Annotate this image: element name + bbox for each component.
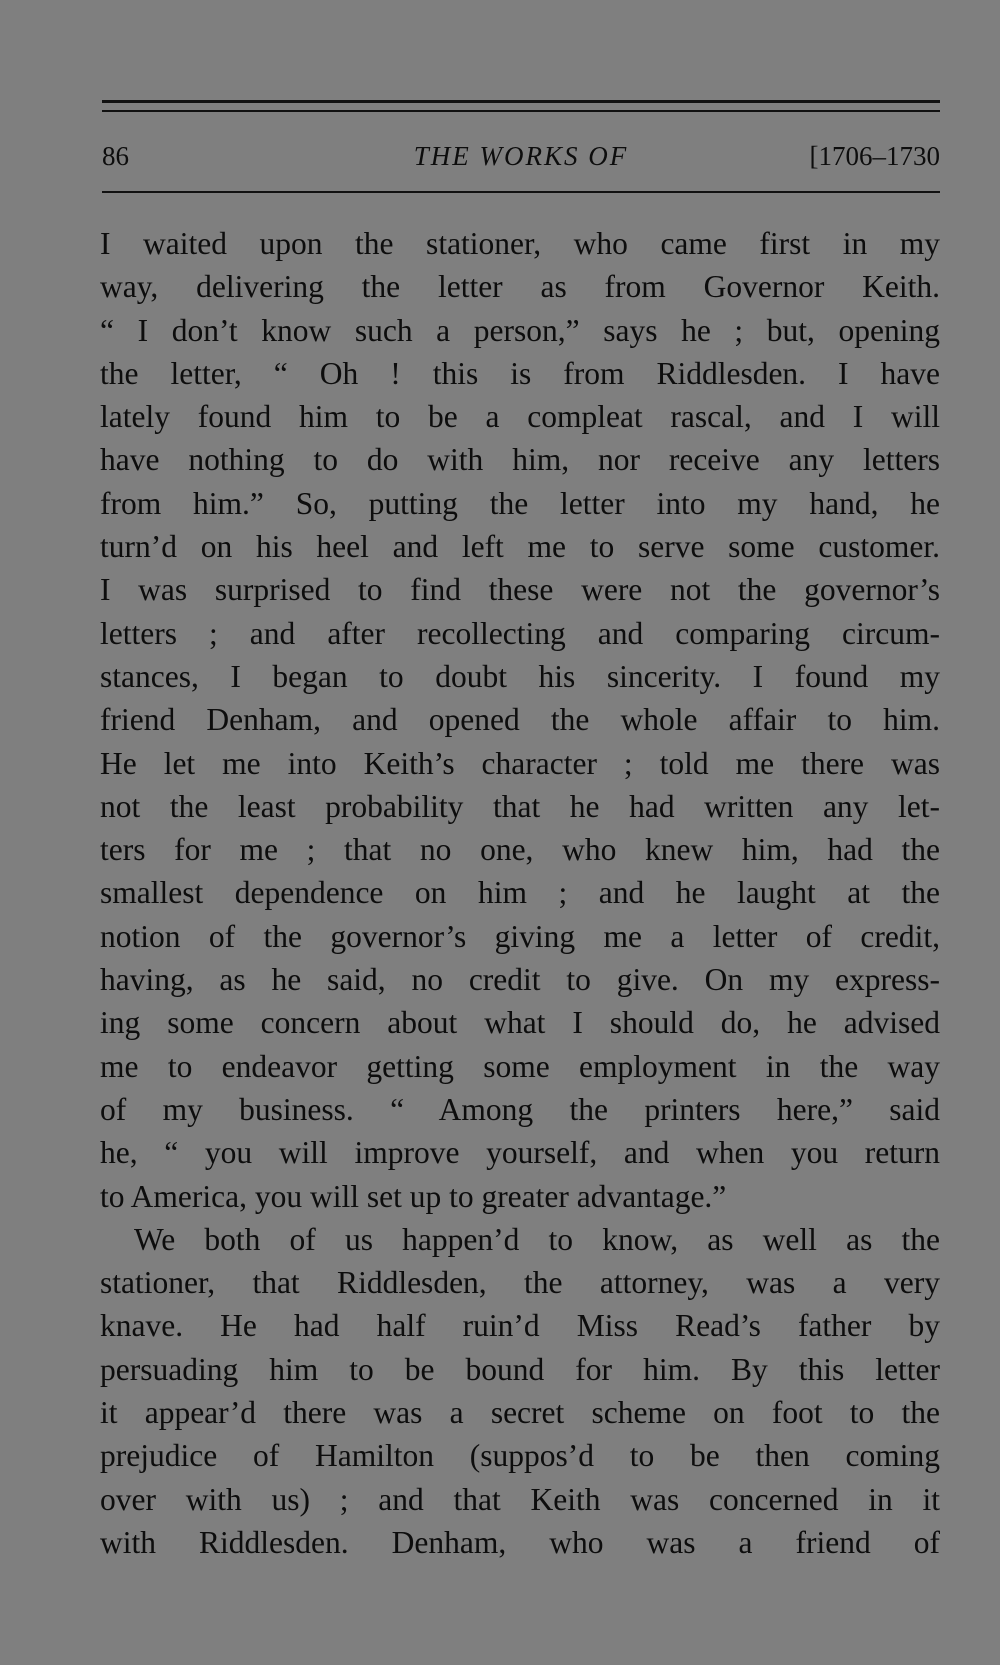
text-line: persuading him to be bound for him. By this letter: [100, 1351, 940, 1387]
text-line: letters ; and after recollecting and comparing circum-: [100, 615, 940, 651]
text-line: “ I don’t know such a person,” says he ; but, opening: [100, 312, 940, 348]
paragraph: [100, 222, 940, 1218]
text-line: way, delivering the letter as from Governor Keith.: [100, 269, 940, 305]
body-text: [100, 222, 940, 1564]
text-line: me to endeavor getting some employment in the way: [100, 1048, 940, 1084]
text-line: the letter, “ Oh ! this is from Riddlesden. I have: [100, 355, 940, 391]
top-rule-thin: [102, 110, 940, 112]
top-rule: [102, 100, 940, 103]
text-line: of my business. “ Among the printers here,” said: [100, 1091, 940, 1127]
text-line: over with us) ; and that Keith was concerned in it: [100, 1481, 940, 1517]
text-line: ters for me ; that no one, who knew him, had the: [100, 832, 940, 868]
paragraph: [100, 1218, 940, 1564]
text-line: smallest dependence on him ; and he laught at the: [100, 875, 940, 911]
text-line: he, “ you will improve yourself, and when you return: [100, 1135, 940, 1171]
text-line: lately found him to be a compleat rascal, and I will: [100, 399, 940, 435]
date-range: [1706–1730: [809, 141, 940, 171]
text-line: I waited upon the stationer, who came first in my: [100, 226, 940, 261]
header-rule: [102, 191, 940, 193]
text-line: He let me into Keith’s character ; told me there was: [100, 745, 940, 781]
text-line: prejudice of Hamilton (suppos’d to be then coming: [100, 1438, 940, 1474]
text-line: turn’d on his heel and left me to serve some customer.: [100, 529, 940, 565]
text-line: notion of the governor’s giving me a letter of credit,: [100, 918, 940, 954]
text-line: knave. He had half ruin’d Miss Read’s father by: [100, 1308, 940, 1344]
text-line: have nothing to do with him, nor receive any letters: [100, 442, 940, 478]
text-line: ing some concern about what I should do, he advised: [100, 1005, 940, 1041]
running-title: THE WORKS OF: [413, 141, 629, 171]
text-line: with Riddlesden. Denham, who was a friend of: [100, 1524, 940, 1560]
text-line: not the least probability that he had written any let-: [100, 788, 940, 824]
text-line: to America, you will set up to greater advantage.”: [100, 1178, 727, 1214]
text-line: from him.” So, putting the letter into my hand, he: [100, 485, 940, 521]
text-line: having, as he said, no credit to give. On my express-: [100, 962, 940, 998]
page-number: 86: [102, 141, 129, 171]
text-line: stationer, that Riddlesden, the attorney, was a very: [100, 1265, 940, 1301]
text-line: friend Denham, and opened the whole affair to him.: [100, 702, 940, 738]
text-line: stances, I began to doubt his sincerity. I found my: [100, 658, 940, 694]
text-line: I was surprised to find these were not the governor’s: [100, 572, 940, 608]
text-line: We both of us happen’d to know, as well as the: [134, 1221, 940, 1257]
running-head: [102, 136, 940, 176]
text-line: it appear’d there was a secret scheme on foot to the: [100, 1395, 940, 1431]
